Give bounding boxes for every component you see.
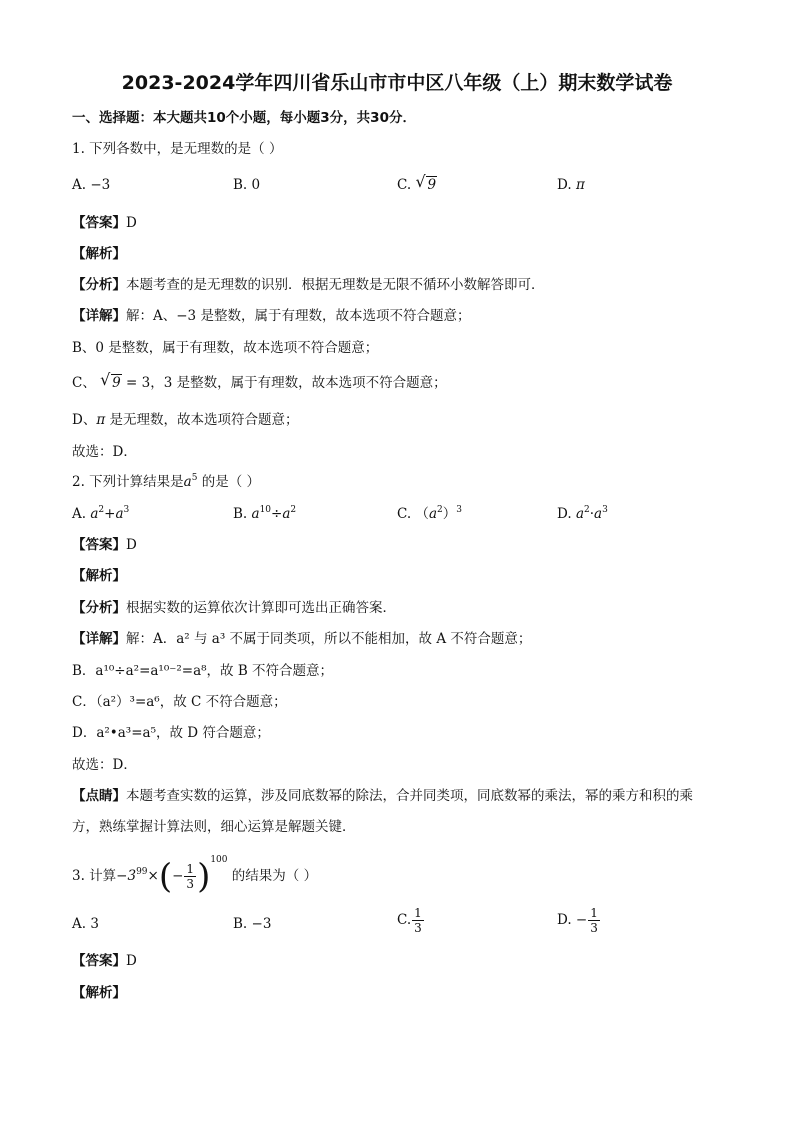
q2-detail-d: D．a²•a³=a⁵，故 D 符合题意； <box>72 725 270 741</box>
q3-option-a: A. 3 <box>72 916 99 932</box>
opt-label: C. （ <box>397 506 429 522</box>
dianjing-tag: 【点睛】 <box>72 788 126 804</box>
q3-outer-exp: 100 <box>210 855 228 865</box>
fenxi-tag: 【分析】 <box>72 277 126 293</box>
detail-c-rest: = 3，3 是整数，属于有理数，故本选项不符合题意； <box>121 375 447 391</box>
exp: 10 <box>259 505 272 515</box>
numerator: 1 <box>186 862 195 876</box>
sqrt-symbol <box>415 175 437 195</box>
q2-detail-a <box>72 629 531 649</box>
numerator: 1 <box>414 906 422 920</box>
radicand: 9 <box>112 375 121 391</box>
var: a <box>575 506 584 522</box>
op: · <box>589 506 595 522</box>
q2-detail-b: B．a¹⁰÷a²=a¹⁰⁻²=a⁸，故 B 不符合题意； <box>72 663 334 679</box>
detail-d-rest: 是无理数，故本选项符合题意； <box>105 412 299 428</box>
exp: 2 <box>290 505 297 515</box>
fenxi-text: 根据实数的运算依次计算即可选出正确答案． <box>126 600 396 616</box>
q1-option-a: A. −3 <box>72 177 111 193</box>
right-paren: ) <box>197 856 211 897</box>
answer-value: D <box>126 215 137 231</box>
q1-fenxi <box>72 275 545 295</box>
detail-c-prefix: C、 <box>72 375 96 391</box>
outer-exp: 3 <box>456 505 462 515</box>
denominator: 3 <box>414 921 422 935</box>
numerator: 1 <box>590 906 598 920</box>
analysis-tag: 【解析】 <box>72 985 126 1001</box>
q1-conclusion: 故选：D． <box>72 444 137 460</box>
fenxi-text: 本题考查的是无理数的识别．根据无理数是无限不循环小数解答即可． <box>126 277 545 293</box>
q2-dianjing-1 <box>72 786 693 806</box>
q2-fenxi <box>72 598 396 618</box>
var: a <box>251 506 260 522</box>
sqrt-symbol <box>100 373 122 393</box>
radicand: 9 <box>427 177 437 193</box>
q1-detail-d <box>72 410 299 430</box>
q2-stem <box>72 472 260 492</box>
xiangjie-tag: 【详解】 <box>72 631 126 647</box>
opt-label: A. <box>72 506 91 522</box>
detail-text: 解：A．a² 与 a³ 不属于同类项，所以不能相加，故 A 不符合题意； <box>126 631 532 647</box>
pi-symbol: π <box>96 412 106 428</box>
var: a <box>115 506 124 522</box>
opt-label: D. <box>557 506 576 522</box>
q1-detail-c <box>72 373 447 393</box>
q3-answer <box>72 951 137 971</box>
answer-value: D <box>126 537 137 553</box>
q1-answer <box>72 213 137 233</box>
q2-option-c <box>397 504 462 524</box>
page-title: 2023-2024学年四川省乐山市市中区八年级（上）期末数学试卷 <box>121 72 673 94</box>
opt-label: D. − <box>557 912 588 928</box>
paren: ） <box>442 506 457 522</box>
q3-analysis-tag <box>72 983 126 1003</box>
dianjing-text: 本题考查实数的运算，涉及同底数幂的除法，合并同类项，同底数幂的乘法，幂的乘方和积的乘 <box>126 788 693 804</box>
exp: 3 <box>123 505 130 515</box>
q1-option-c <box>397 175 437 195</box>
exp: 2 <box>98 505 105 515</box>
q3-d-fraction <box>588 906 600 935</box>
detail-d-prefix: D、 <box>72 412 97 428</box>
op: ÷ <box>271 506 283 522</box>
q2-detail-c: C．（a²）³=a⁶，故 C 不符合题意； <box>72 694 287 710</box>
opt-label: B. <box>233 506 252 522</box>
answer-tag: 【答案】 <box>72 215 126 231</box>
answer-value: D <box>126 953 137 969</box>
q3-fraction <box>184 862 196 891</box>
fenxi-tag: 【分析】 <box>72 600 126 616</box>
q3-stem-pre: 3. 计算 <box>72 868 117 884</box>
q3-stem-post: 的结果为（ ） <box>227 868 318 884</box>
q2-stem-post: 的是（ ） <box>197 474 261 490</box>
q2-option-a <box>72 504 129 524</box>
var: a <box>90 506 99 522</box>
q2-conclusion: 故选：D． <box>72 757 137 773</box>
opt-label: C. <box>397 912 412 928</box>
detail-text: 解：A、−3 是整数，属于有理数，故本选项不符合题意； <box>126 308 471 324</box>
analysis-tag: 【解析】 <box>72 246 126 262</box>
q1-stem: 1. 下列各数中，是无理数的是（ ） <box>72 141 283 157</box>
q2-stem-pre: 2. 下列计算结果是 <box>72 474 184 490</box>
q3-exp: 99 <box>136 867 148 877</box>
denominator: 3 <box>590 921 598 935</box>
section-heading: 一、选择题：本大题共10个小题，每小题3分，共30分． <box>72 110 416 126</box>
q3-stem <box>72 855 318 897</box>
answer-tag: 【答案】 <box>72 953 126 969</box>
q2-dianjing-2: 方，熟练掌握计算法则，细心运算是解题关键． <box>72 819 356 835</box>
q1-detail-a <box>72 306 470 326</box>
q2-analysis-tag <box>72 566 126 586</box>
analysis-tag: 【解析】 <box>72 568 126 584</box>
q3-times: × <box>147 868 159 884</box>
left-paren: ( <box>158 856 173 897</box>
exp: 3 <box>602 505 608 515</box>
q1-option-d <box>557 175 585 195</box>
var: a <box>594 506 603 522</box>
var: a <box>282 506 291 522</box>
q1-analysis-tag <box>72 244 126 264</box>
pi-symbol: π <box>575 177 585 193</box>
q2-stem-var: a <box>183 474 192 490</box>
answer-tag: 【答案】 <box>72 537 126 553</box>
exp: 2 <box>584 505 590 515</box>
q1-option-b: B. 0 <box>233 177 261 193</box>
q2-answer <box>72 535 137 555</box>
xiangjie-tag: 【详解】 <box>72 308 126 324</box>
q3-option-b: B. −3 <box>233 916 272 932</box>
q1-option-d-label: D. <box>557 177 572 193</box>
q3-c-fraction <box>412 906 424 935</box>
exp: 2 <box>437 505 443 515</box>
q2-option-b <box>233 504 296 524</box>
q1-option-c-label: C. <box>397 177 412 193</box>
q3-option-d <box>557 906 601 935</box>
op: + <box>104 506 116 522</box>
q1-detail-b: B、0 是整数，属于有理数，故本选项不符合题意； <box>72 340 379 356</box>
var: a <box>428 506 437 522</box>
q2-stem-exp: 5 <box>191 473 198 483</box>
q3-base: −3 <box>116 868 137 884</box>
q2-option-d <box>557 504 608 524</box>
denominator: 3 <box>186 877 195 891</box>
q3-neg: − <box>172 868 184 884</box>
q3-option-c <box>397 906 425 935</box>
